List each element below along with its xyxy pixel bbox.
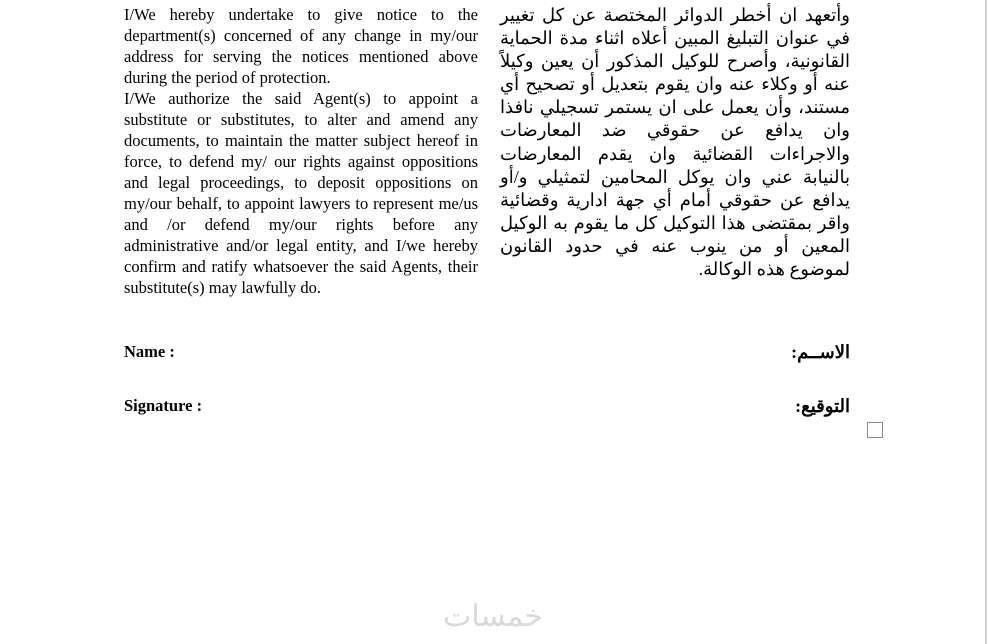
signature-label-en: Signature : [124,396,203,415]
arabic-terms-column [500,4,850,281]
english-paragraph-notice: I/We hereby undertake to give notice to the department(s) concerned of any change in my/our address for serving the notices mentioned above during the period of protection. [124,5,478,87]
arabic-paragraph: وأتعهد ان أخطر الدوائر المختصة عن كل تغيير في عنوان التبليغ المبين أعلاه اثناء مدة الحماية القانونية، وأصرح للوكيل المذكور أن يعين وكيلاً عنه أو وكلاء عنه وان يقوم بتعديل أو تصحيح أي مستند، وأن يعمل على ان يستمر تسجيلي نافذا وان يدافع عن حقوقي ضد المعارضات والاجراءات القضائية وان يقدم المعارضات بالنيابة عني وان يوكل المحامين لتمثيلي و/أو يدافع عن حقوقي أمام أي جهة ادارية وقضائية واقر بمقتضى هذا التوكيل كل ما يقوم به الوكيل المعين أو من ينوب عنه في حدود القانون لموضوع هذه الوكالة. [500,5,850,280]
english-terms-column [124,4,478,298]
signature-label-ar: التوقيع: [795,396,850,416]
name-label-en: Name : [124,342,175,361]
watermark-logo: خمسات [442,599,544,634]
signature-checkbox[interactable] [867,422,883,438]
english-paragraph-authorization: I/We authorize the said Agent(s) to appoint a substitute or substitutes, to alter and amend any documents, to maintain the matter subject hereof in force, to defend my/ our rights against oppositions and legal proceedings, to deposit oppositions on my/our behalf, to appoint lawyers to represent me/us and /or defend my/our rights before any administrative and/or legal entity, and I/we hereby confirm and ratify whatsoever the said Agents, their substitute(s) may lawfully do. [124,89,478,297]
name-label-ar: الاســم: [791,342,850,362]
